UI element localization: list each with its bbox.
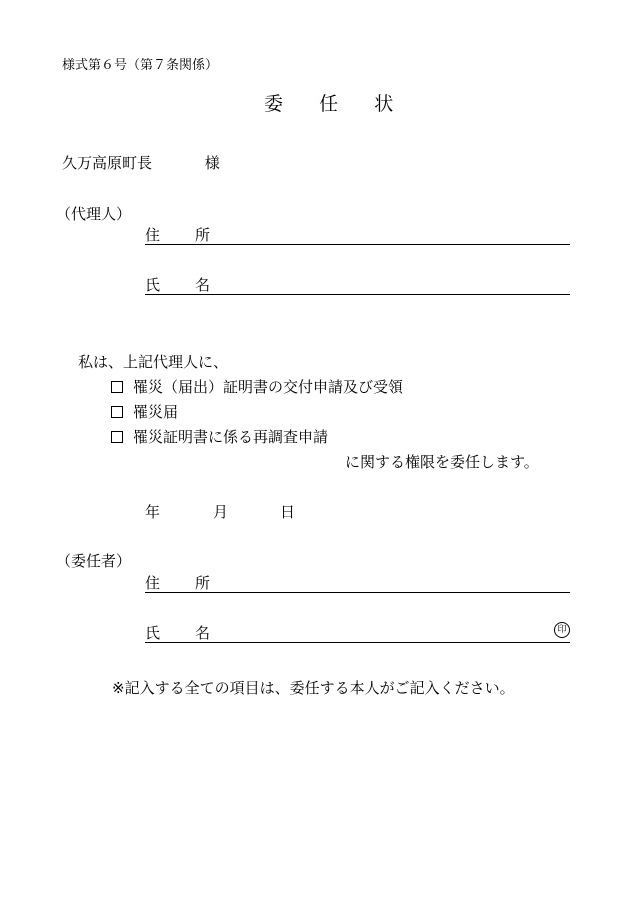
document-title [264, 89, 395, 116]
agent-address-field[interactable] [145, 222, 570, 245]
delegator-section-label: （委任者） [56, 552, 132, 570]
agent-section-label: （代理人） [56, 205, 132, 223]
option-label-2: 罹災届 [133, 403, 179, 421]
delegator-name-label-1: 氏 [145, 624, 161, 642]
date-month-label: 月 [213, 503, 229, 521]
statement-conclusion: に関する権限を委任します。 [345, 453, 539, 471]
agent-name-label-2: 名 [195, 276, 211, 294]
delegator-name-field[interactable] [145, 620, 570, 643]
form-number: 様式第６号（第７条関係） [62, 58, 219, 73]
title-char-3: 状 [374, 93, 396, 115]
statement-intro: 私は、上記代理人に、 [78, 353, 229, 371]
addressee [62, 152, 220, 173]
option-row-3 [111, 426, 328, 447]
agent-name-field[interactable] [145, 272, 570, 295]
addressee-honorific: 様 [204, 154, 220, 172]
option-row-2 [111, 401, 178, 422]
option-checkbox-3[interactable] [111, 431, 123, 443]
agent-address-label-2: 所 [195, 226, 211, 244]
date-day-label: 日 [280, 503, 296, 521]
delegator-name-label-2: 名 [195, 624, 211, 642]
delegator-address-field[interactable] [145, 570, 570, 593]
title-char-2: 任 [319, 93, 341, 115]
title-char-1: 委 [264, 93, 286, 115]
agent-address-label-1: 住 [145, 226, 161, 244]
option-checkbox-1[interactable] [111, 381, 123, 393]
agent-name-label-1: 氏 [145, 276, 161, 294]
option-row-1 [111, 376, 403, 397]
delegator-address-label-1: 住 [145, 574, 161, 592]
option-label-3: 罹災証明書に係る再調査申請 [133, 428, 329, 446]
delegator-address-label-2: 所 [195, 574, 211, 592]
addressee-name: 久万高原町長 [62, 154, 153, 172]
instruction-note: ※記入する全ての項目は、委任する本人がご記入ください。 [112, 679, 515, 697]
option-checkbox-2[interactable] [111, 406, 123, 418]
option-label-1: 罹災（届出）証明書の交付申請及び受領 [133, 378, 404, 396]
seal-mark: 印 [554, 622, 570, 638]
date-year-label: 年 [145, 503, 161, 521]
